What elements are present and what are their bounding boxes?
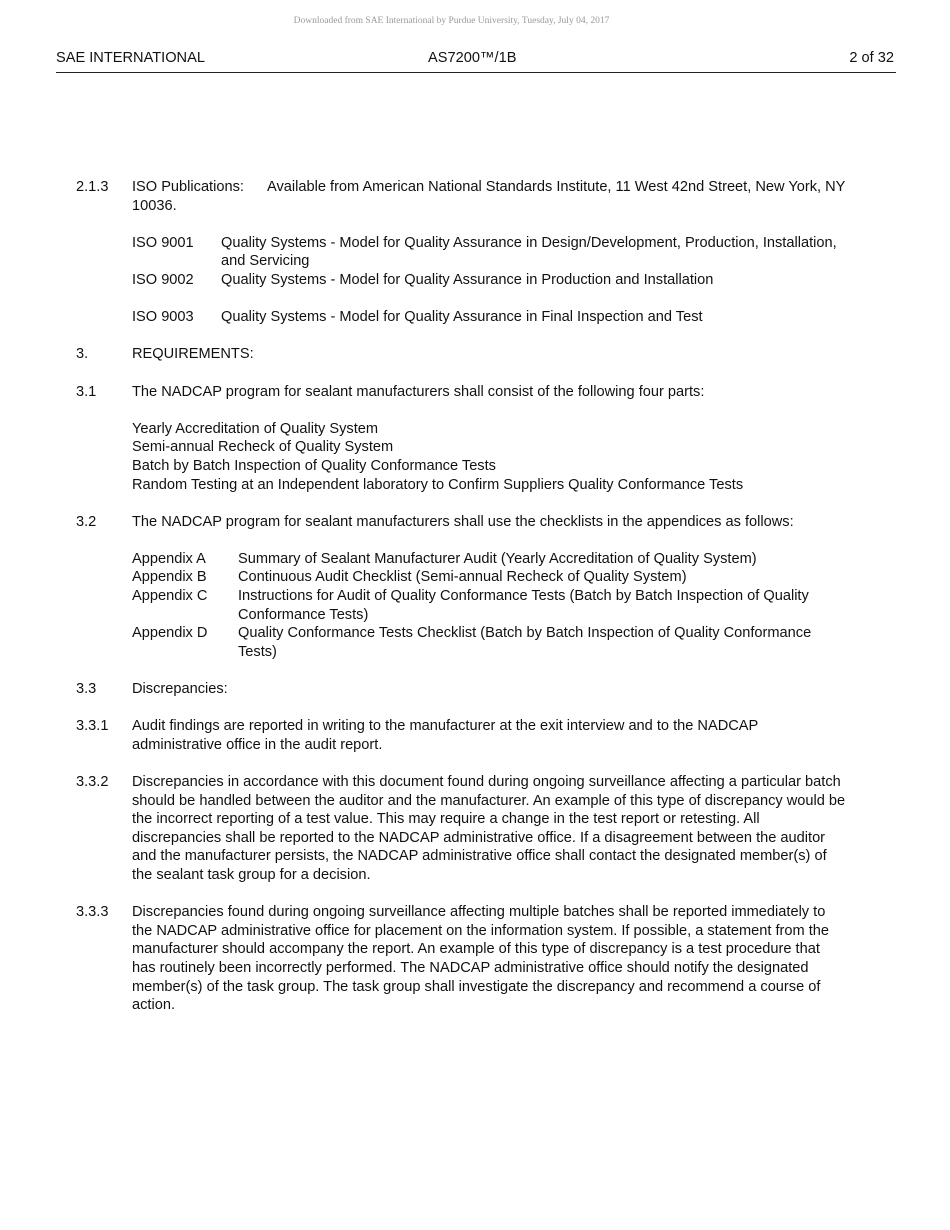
section-number: 3.2 <box>76 513 97 530</box>
section-number: 3.1 <box>76 383 97 400</box>
iso-reference-list <box>76 234 846 327</box>
page-header <box>56 50 896 73</box>
section-text: The NADCAP program for sealant manufacturers shall consist of the following four parts: <box>132 383 705 400</box>
list-item: Batch by Batch Inspection of Quality Conformance Tests <box>132 457 496 474</box>
section-heading: REQUIREMENTS: <box>132 346 254 363</box>
program-parts-list <box>76 420 846 494</box>
list-item: Yearly Accreditation of Quality System <box>132 420 379 437</box>
document-number: AS7200™/1B <box>428 50 517 66</box>
reference-title: Quality Systems - Model for Quality Assurance in Production and Installation <box>221 271 714 288</box>
section-3-2 <box>76 513 846 532</box>
section-number: 3.3.3 <box>76 904 109 921</box>
section-text: Available from American National Standards Institute, 11 West 42nd Street, New York, NY 10036. <box>132 179 846 214</box>
reference-code: ISO 9001 <box>132 234 194 251</box>
section-text: The NADCAP program for sealant manufacturers shall use the checklists in the appendices as follows: <box>132 513 794 530</box>
section-number: 3.3 <box>76 681 97 698</box>
reference-title: Quality Systems - Model for Quality Assurance in Design/Development, Production, Installation, and Servicing <box>221 234 837 270</box>
appendix-item <box>132 568 846 587</box>
appendix-description: Instructions for Audit of Quality Conformance Tests (Batch by Batch Inspection of Quality Conformance Tests) <box>238 588 809 623</box>
download-watermark: Downloaded from SAE International by Purdue University, Tuesday, July 04, 2017 <box>293 16 610 26</box>
section-number: 3.3.2 <box>76 774 109 790</box>
appendix-code: Appendix B <box>132 569 207 586</box>
reference-item <box>132 234 846 271</box>
section-3-3-2 <box>76 773 846 885</box>
document-body <box>76 178 846 1033</box>
appendix-code: Appendix D <box>132 625 208 642</box>
section-text: Discrepancies in accordance with this document found during ongoing surveillance affecting a particular batch should be handled between the auditor and the manufacturer. An example of this type of discrepancy would be the incorrect reporting of a test value. This may require a change in the test report or retesting. All discrepancies shall be reported to the NADCAP administrative office. If a disagreement between the auditor and the manufacturer persists, the NADCAP administrative office shall contact the designated member(s) of the sealant task group for a decision. <box>132 774 846 883</box>
reference-item <box>132 271 846 290</box>
section-text: Discrepancies found during ongoing surveillance affecting multiple batches shall be reported immediately to the NADCAP administrative office for placement on the information system. If possible, a statement from the manufacturer should accompany the report. An example of this type of discrepancy is a test procedure that has routinely been incorrectly performed. The NADCAP administrative office should notify the designated member(s) of the task group. The task group shall investigate the discrepancy and recommend a course of action. <box>132 904 830 1014</box>
appendix-item <box>132 550 846 569</box>
reference-code: ISO 9002 <box>132 271 194 288</box>
section-number: 3.3.1 <box>76 718 109 735</box>
section-label: ISO Publications: <box>132 179 244 195</box>
section-heading: Discrepancies: <box>132 681 228 698</box>
page-number: 2 of 32 <box>849 50 894 66</box>
section-3-1 <box>76 383 846 402</box>
list-item: Random Testing at an Independent laboratory to Confirm Suppliers Quality Conformance Tests <box>132 476 744 493</box>
publisher-name: SAE INTERNATIONAL <box>56 50 205 66</box>
section-3-3-3 <box>76 903 846 1015</box>
section-number: 2.1.3 <box>76 179 109 195</box>
appendix-description: Quality Conformance Tests Checklist (Batch by Batch Inspection of Quality Conformance Tests) <box>238 625 812 660</box>
section-3 <box>76 345 846 364</box>
appendix-item <box>132 587 846 624</box>
appendix-description: Summary of Sealant Manufacturer Audit (Yearly Accreditation of Quality System) <box>238 550 757 567</box>
appendix-list <box>76 550 846 662</box>
reference-code: ISO 9003 <box>132 309 194 326</box>
section-2-1-3 <box>76 178 846 215</box>
appendix-code: Appendix C <box>132 588 208 605</box>
appendix-item <box>132 624 846 661</box>
reference-item <box>132 308 846 327</box>
section-3-3 <box>76 680 846 699</box>
section-number: 3. <box>76 346 89 363</box>
reference-title: Quality Systems - Model for Quality Assurance in Final Inspection and Test <box>221 309 703 326</box>
appendix-code: Appendix A <box>132 550 206 567</box>
section-text: Audit findings are reported in writing to the manufacturer at the exit interview and to the NADCAP administrative office in the audit report. <box>132 718 758 753</box>
appendix-description: Continuous Audit Checklist (Semi-annual Recheck of Quality System) <box>238 569 687 586</box>
section-3-3-1 <box>76 717 846 754</box>
list-item: Semi-annual Recheck of Quality System <box>132 439 394 456</box>
